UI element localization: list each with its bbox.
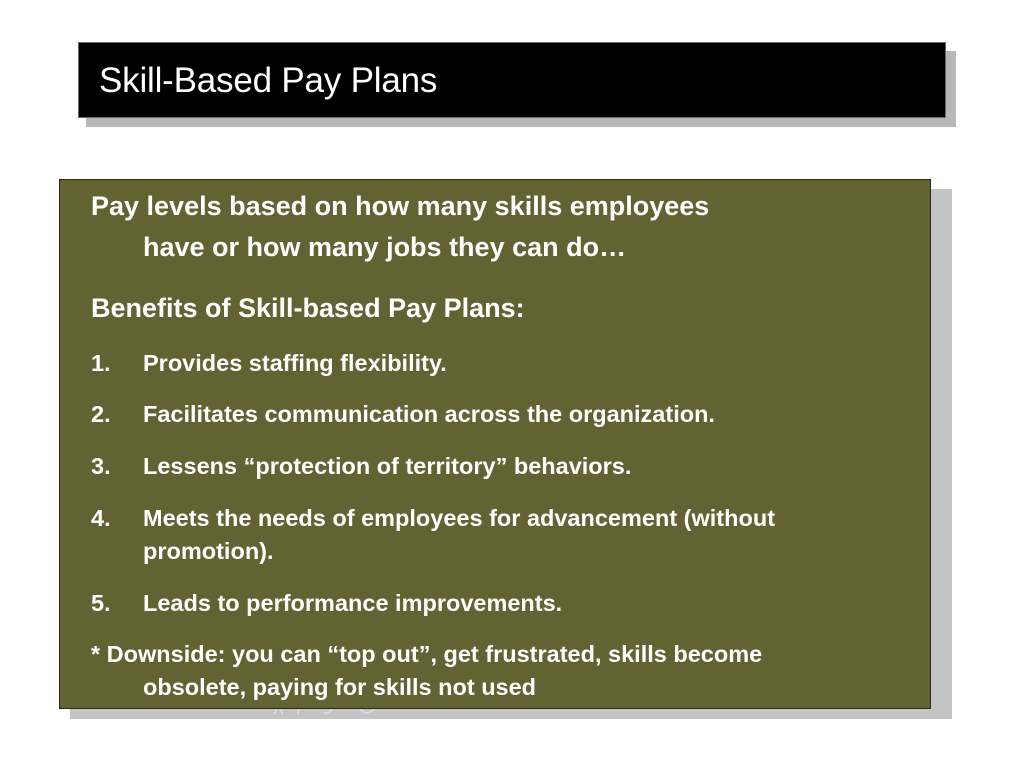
benefits-heading: Benefits of Skill-based Pay Plans: (91, 293, 525, 323)
downside-line2: obsolete, paying for skills not used (143, 674, 537, 700)
benefit-text-continued: promotion). (143, 538, 274, 564)
benefit-number: 5. (91, 590, 111, 616)
title-bar (78, 42, 946, 118)
slide-title: Skill-Based Pay Plans (99, 61, 438, 100)
benefit-text: Meets the needs of employees for advancement (without (143, 505, 776, 531)
benefit-text: Lessens “protection of territory” behaviors. (143, 453, 632, 479)
benefit-number: 3. (91, 453, 111, 479)
benefit-number: 2. (91, 401, 111, 427)
benefit-text: Leads to performance improvements. (143, 590, 563, 616)
benefit-text: Facilitates communication across the organization. (143, 401, 715, 427)
downside-line1: * Downside: you can “top out”, get frustrated, skills become (91, 641, 763, 667)
intro-text-line1: Pay levels based on how many skills employees (91, 191, 710, 221)
benefit-number: 1. (91, 350, 111, 376)
benefit-text: Provides staffing flexibility. (143, 350, 447, 376)
benefit-number: 4. (91, 505, 111, 531)
intro-text-line2: have or how many jobs they can do… (143, 232, 627, 262)
